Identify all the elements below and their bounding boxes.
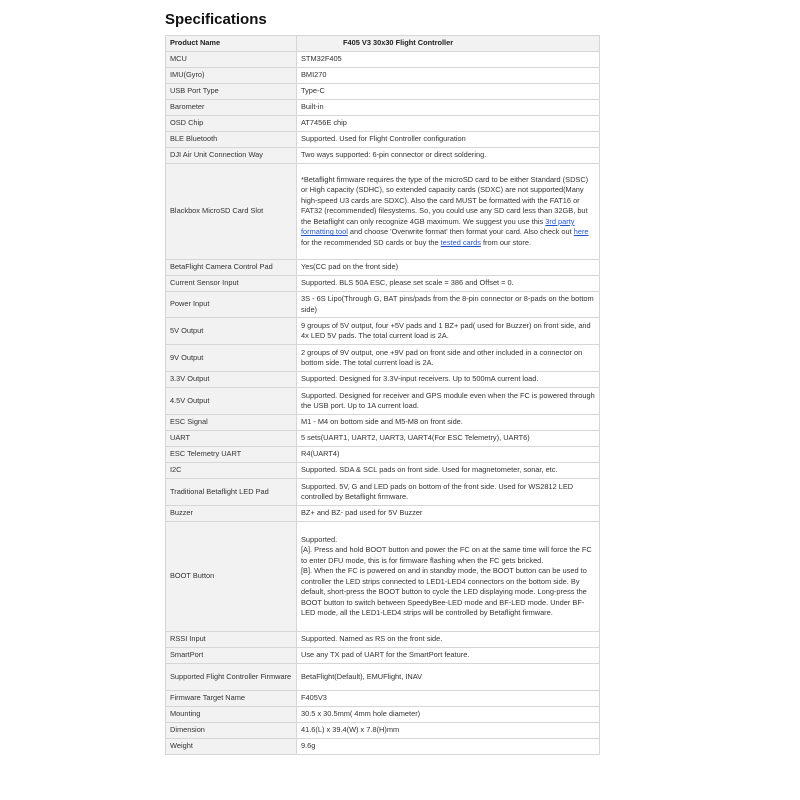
spec-key: Blackbox MicroSD Card Slot bbox=[166, 164, 297, 260]
spec-key: Supported Flight Controller Firmware bbox=[166, 664, 297, 691]
spec-key: Traditional Betaflight LED Pad bbox=[166, 479, 297, 506]
table-row bbox=[166, 52, 600, 68]
spec-value: Supported. 5V, G and LED pads on bottom of the front side. Used for WS2812 LED controlled by Betaflight firmware. bbox=[297, 479, 600, 506]
table-row bbox=[166, 522, 600, 632]
spec-value: Use any TX pad of UART for the SmartPort feature. bbox=[297, 648, 600, 664]
table-row bbox=[166, 372, 600, 388]
table-row bbox=[166, 723, 600, 739]
spec-value: BZ+ and BZ- pad used for 5V Buzzer bbox=[297, 506, 600, 522]
spec-value: Two ways supported: 6-pin connector or direct soldering. bbox=[297, 148, 600, 164]
spec-value: Supported. SDA & SCL pads on front side. Used for magnetometer, sonar, etc. bbox=[297, 463, 600, 479]
spec-key: Weight bbox=[166, 739, 297, 755]
table-row bbox=[166, 84, 600, 100]
table-row bbox=[166, 318, 600, 345]
spec-value: F405 V3 30x30 Flight Controller bbox=[297, 36, 600, 52]
spec-key: MCU bbox=[166, 52, 297, 68]
table-row bbox=[166, 431, 600, 447]
spec-key: OSD Chip bbox=[166, 116, 297, 132]
spec-key: BLE Bluetooth bbox=[166, 132, 297, 148]
spec-value: AT7456E chip bbox=[297, 116, 600, 132]
here-link[interactable]: here bbox=[573, 227, 589, 237]
spec-value: Supported. Designed for receiver and GPS module even when the FC is powered through the USB port. Up to 1A current load. bbox=[297, 388, 600, 415]
table-row bbox=[166, 632, 600, 648]
spec-value: M1 - M4 on bottom side and M5-M8 on front side. bbox=[297, 415, 600, 431]
spec-value: BMI270 bbox=[297, 68, 600, 84]
spec-value: STM32F405 bbox=[297, 52, 600, 68]
spec-key: Firmware Target Name bbox=[166, 691, 297, 707]
table-row bbox=[166, 463, 600, 479]
table-row bbox=[166, 292, 600, 318]
table-row bbox=[166, 68, 600, 84]
spec-key: Mounting bbox=[166, 707, 297, 723]
boot-text: [A]. Press and hold BOOT button and power the FC on at the same time will force the FC to enter DFU mode, this is for firmware flashing when the FC gets bricked. bbox=[301, 545, 592, 565]
table-row bbox=[166, 388, 600, 415]
spec-key: Power Input bbox=[166, 292, 297, 318]
table-header-row bbox=[166, 36, 600, 52]
table-row bbox=[166, 506, 600, 522]
spec-value: R4(UART4) bbox=[297, 447, 600, 463]
page-title: Specifications bbox=[165, 11, 267, 28]
spec-key: 3.3V Output bbox=[166, 372, 297, 388]
spec-key: 4.5V Output bbox=[166, 388, 297, 415]
spec-value: 9.6g bbox=[297, 739, 600, 755]
spec-value: Built-in bbox=[297, 100, 600, 116]
spec-key: IMU(Gyro) bbox=[166, 68, 297, 84]
specifications-table bbox=[165, 35, 600, 755]
boot-text: [B]. When the FC is powered on and in standby mode, the BOOT button can be used to controller the LED strips connected to LED1-LED4 connectors on the bottom side. By default, short-press the BOOT button to cycle the LED displaying mode. Long-press the BOOT button to switch between SpeedyBee-LED mode and BF-LED mode. Under BF-LED mode, all the LED1-LED4 strips will be controlled by Betaflight firmware. bbox=[301, 566, 587, 617]
table-row bbox=[166, 116, 600, 132]
spec-key: 9V Output bbox=[166, 345, 297, 372]
spec-key: BetaFlight Camera Control Pad bbox=[166, 260, 297, 276]
table-row bbox=[166, 345, 600, 372]
table-row bbox=[166, 707, 600, 723]
spec-key: Current Sensor Input bbox=[166, 276, 297, 292]
blackbox-text: *Betaflight firmware requires the type of the microSD card to be either Standard (SDSC) or High capacity (SDHC), so extended capacity cards (SDXC) are not supported(Many high-speed U3 cards are SDXC). Also the card MUST be formatted with the FAT16 or FAT32 (recommended) filesystems. So, you could use any SD card less than 32GB, but the Betaflight can only recognize 4GB maximum. We suggest you use this bbox=[301, 174, 589, 226]
spec-key: Barometer bbox=[166, 100, 297, 116]
table-row bbox=[166, 739, 600, 755]
spec-key: 5V Output bbox=[166, 318, 297, 345]
spec-value: Type-C bbox=[297, 84, 600, 100]
spec-key: ESC Signal bbox=[166, 415, 297, 431]
blackbox-text: and choose 'Overwrite format' then format your card. Also check out bbox=[347, 227, 574, 237]
table-row bbox=[166, 148, 600, 164]
table-row bbox=[166, 447, 600, 463]
spec-key: UART bbox=[166, 431, 297, 447]
spec-value: Supported. Used for Flight Controller configuration bbox=[297, 132, 600, 148]
table-row bbox=[166, 664, 600, 691]
blackbox-text: for the recommended SD cards or buy the bbox=[301, 237, 441, 247]
boot-text: Supported. bbox=[301, 534, 338, 544]
table-row bbox=[166, 276, 600, 292]
spec-value: 41.6(L) x 39.4(W) x 7.8(H)mm bbox=[297, 723, 600, 739]
table-row bbox=[166, 648, 600, 664]
spec-value: Supported. Named as RS on the front side. bbox=[297, 632, 600, 648]
spec-value: BetaFlight(Default), EMUFlight, INAV bbox=[297, 664, 600, 691]
formatting-tool-link[interactable]: 3rd party formatting tool bbox=[301, 216, 575, 237]
spec-key: DJI Air Unit Connection Way bbox=[166, 148, 297, 164]
blackbox-text: from our store. bbox=[480, 237, 532, 247]
table-row bbox=[166, 100, 600, 116]
spec-value bbox=[297, 522, 600, 632]
spec-key: Dimension bbox=[166, 723, 297, 739]
spec-value bbox=[297, 164, 600, 260]
spec-key: RSSI Input bbox=[166, 632, 297, 648]
table-row bbox=[166, 132, 600, 148]
table-row bbox=[166, 415, 600, 431]
table-row bbox=[166, 691, 600, 707]
table-row bbox=[166, 164, 600, 260]
spec-value: Yes(CC pad on the front side) bbox=[297, 260, 600, 276]
spec-key: Buzzer bbox=[166, 506, 297, 522]
spec-key: SmartPort bbox=[166, 648, 297, 664]
tested-cards-link[interactable]: tested cards bbox=[440, 237, 481, 247]
spec-value: 9 groups of 5V output, four +5V pads and 1 BZ+ pad( used for Buzzer) on front side, and 4x LED 5V pads. The total current load is 2A. bbox=[297, 318, 600, 345]
table-row bbox=[166, 479, 600, 506]
spec-value: 30.5 x 30.5mm( 4mm hole diameter) bbox=[297, 707, 600, 723]
spec-value: Supported. Designed for 3.3V-input receivers. Up to 500mA current load. bbox=[297, 372, 600, 388]
spec-key: USB Port Type bbox=[166, 84, 297, 100]
spec-value: Supported. BLS 50A ESC, please set scale = 386 and Offset = 0. bbox=[297, 276, 600, 292]
spec-value: 3S - 6S Lipo(Through G, BAT pins/pads from the 8-pin connector or 8-pads on the bottom side) bbox=[297, 292, 600, 318]
spec-value: 2 groups of 9V output, one +9V pad on front side and other included in a connector on bottom side. The total current load is 2A. bbox=[297, 345, 600, 372]
spec-value: F405V3 bbox=[297, 691, 600, 707]
table-row bbox=[166, 260, 600, 276]
spec-key: I2C bbox=[166, 463, 297, 479]
spec-key: BOOT Button bbox=[166, 522, 297, 632]
spec-key: Product Name bbox=[166, 36, 297, 52]
spec-value: 5 sets(UART1, UART2, UART3, UART4(For ESC Telemetry), UART6) bbox=[297, 431, 600, 447]
spec-key: ESC Telemetry UART bbox=[166, 447, 297, 463]
